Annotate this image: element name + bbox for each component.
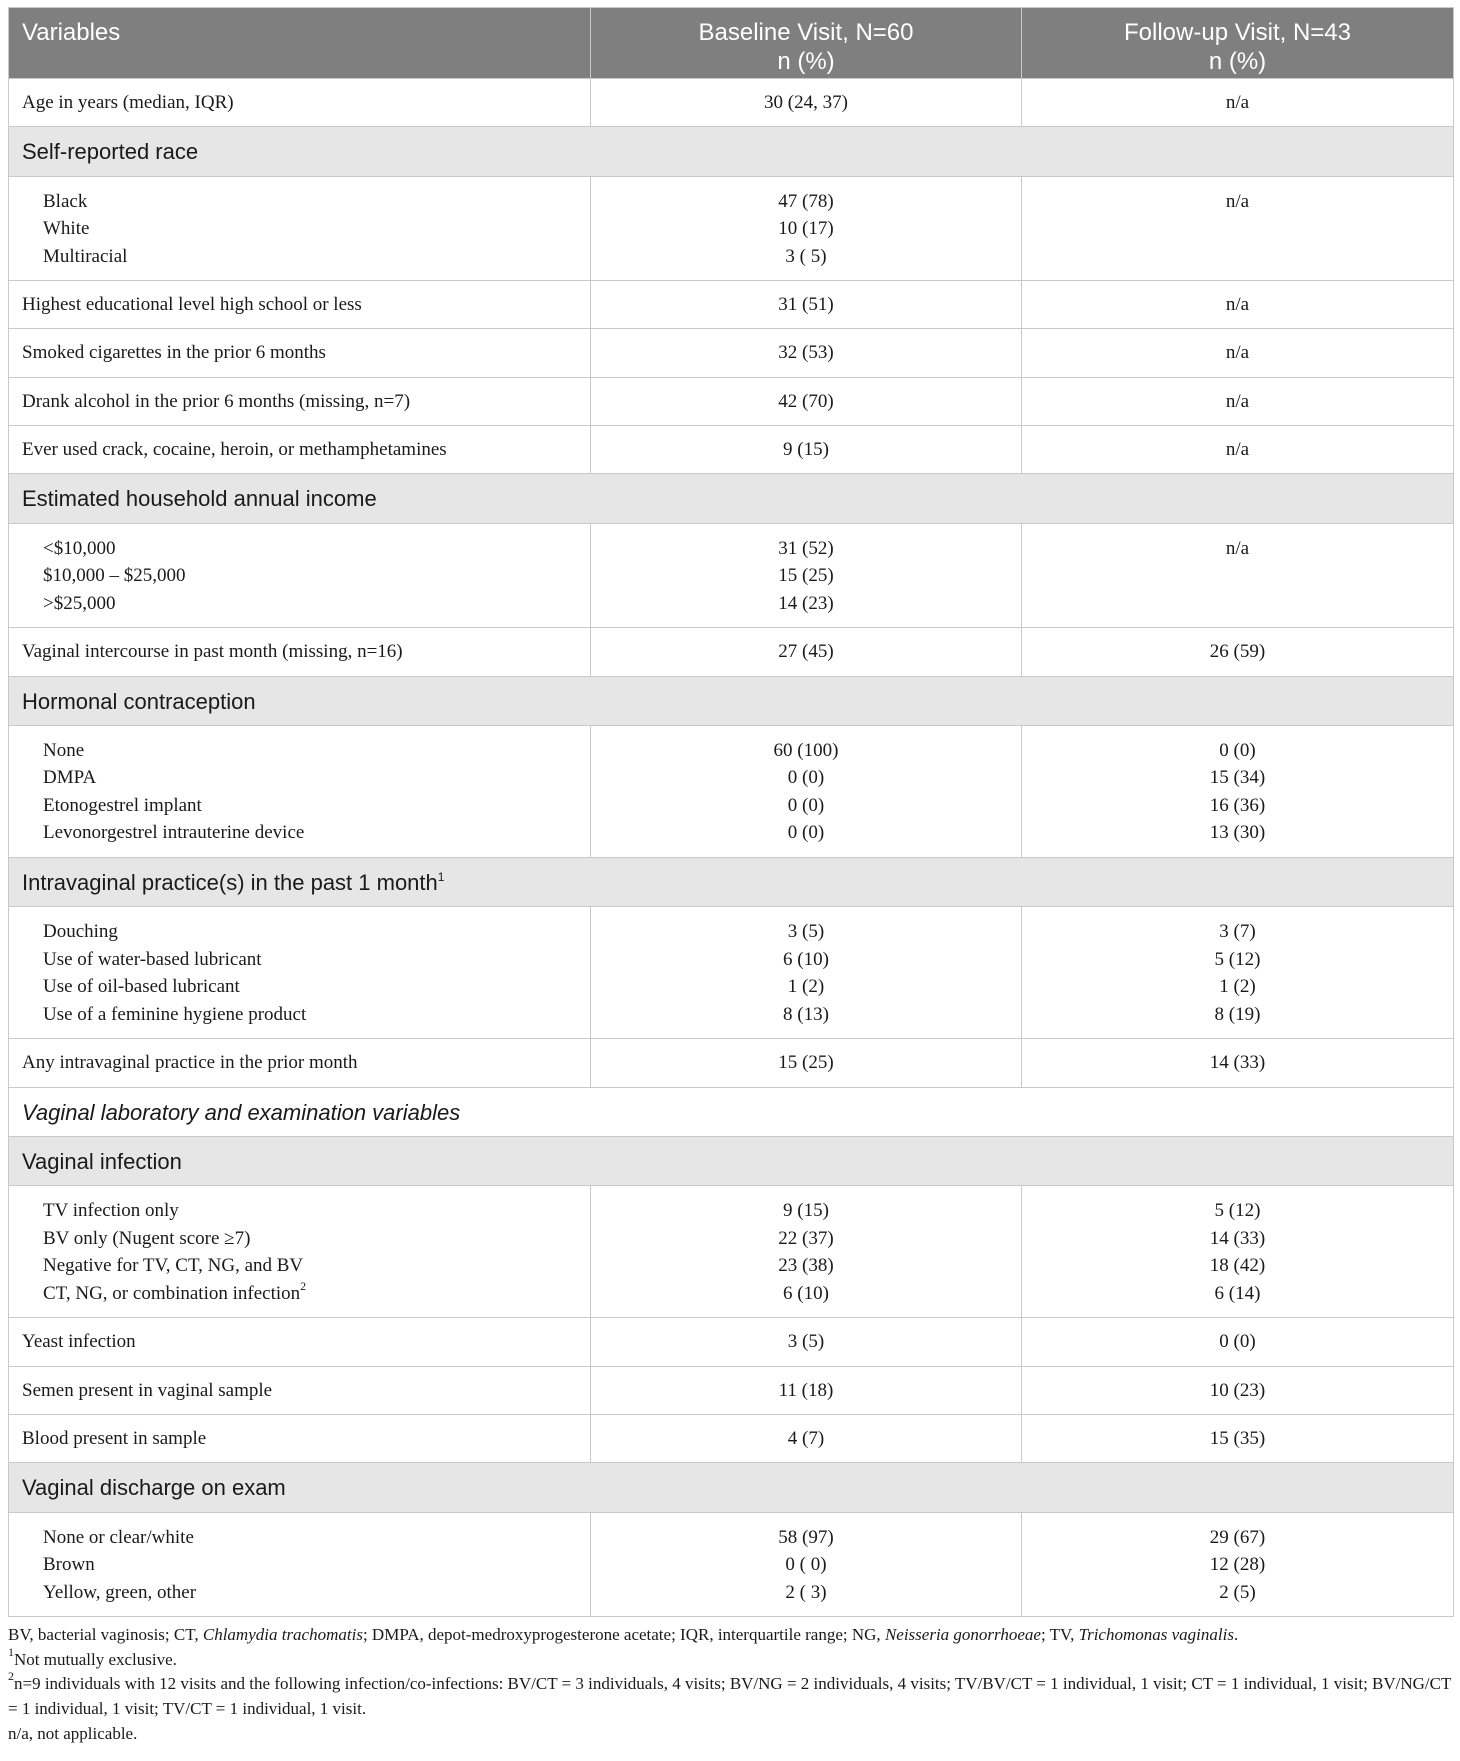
section-lab-exam <box>9 1087 1454 1136</box>
section-title: Vaginal infection <box>9 1137 1454 1186</box>
header-variables: Variables <box>9 8 591 79</box>
baseline-value: 8 (13) <box>783 1003 829 1025</box>
row-label: Ever used crack, cocaine, heroin, or methamphetamines <box>9 426 591 474</box>
row-label: Negative for TV, CT, NG, and BV <box>43 1255 304 1277</box>
baseline-value: 31 (51) <box>591 281 1022 329</box>
baseline-value: 32 (53) <box>591 329 1022 377</box>
section-title: Vaginal laboratory and examination variables <box>9 1087 1454 1136</box>
row-label: $10,000 – $25,000 <box>43 565 186 587</box>
followup-values <box>1022 725 1454 857</box>
row-label: Smoked cigarettes in the prior 6 months <box>9 329 591 377</box>
row-label: None or clear/white <box>43 1526 194 1548</box>
baseline-values <box>591 1186 1022 1318</box>
followup-value: 16 (36) <box>1209 794 1266 816</box>
followup-value: 3 (7) <box>1219 921 1256 943</box>
header-row <box>9 8 1454 79</box>
row-labels <box>9 907 591 1039</box>
section-hormonal <box>9 676 1454 725</box>
baseline-value: 11 (18) <box>591 1366 1022 1414</box>
footnote-text: Not mutually exclusive. <box>14 1649 177 1669</box>
baseline-values <box>591 1512 1022 1617</box>
followup-values <box>1022 1512 1454 1617</box>
table-row-semen <box>9 1366 1454 1414</box>
footnote-marker: 1 <box>437 869 445 884</box>
baseline-values <box>591 907 1022 1039</box>
table-row-discharge <box>9 1512 1454 1617</box>
baseline-value: 6 (10) <box>783 948 829 970</box>
section-race <box>9 127 1454 176</box>
row-label: BV only (Nugent score ≥7) <box>43 1227 251 1249</box>
followup-value: 14 (33) <box>1022 1039 1454 1087</box>
table-row-age <box>9 79 1454 127</box>
row-labels <box>9 523 591 628</box>
baseline-value: 3 (5) <box>591 1318 1022 1366</box>
row-label: None <box>43 739 85 761</box>
abbrev-italic: Neisseria gonorrhoeae <box>884 1625 1041 1645</box>
row-label: >$25,000 <box>43 592 116 614</box>
baseline-value: 15 (25) <box>591 1039 1022 1087</box>
row-label: <$10,000 <box>43 537 116 559</box>
table-row-race <box>9 176 1454 281</box>
followup-value: 0 (0) <box>1219 739 1256 761</box>
baseline-values <box>591 725 1022 857</box>
section-infection <box>9 1137 1454 1186</box>
table-row-any-intravaginal <box>9 1039 1454 1087</box>
section-income <box>9 474 1454 523</box>
row-label: Age in years (median, IQR) <box>9 79 591 127</box>
row-label: Blood present in sample <box>9 1415 591 1463</box>
baseline-value: 31 (52) <box>778 537 834 559</box>
footnote-1 <box>8 1644 1453 1673</box>
baseline-value: 3 (5) <box>787 921 825 943</box>
section-title <box>9 857 1454 906</box>
baseline-value: 15 (25) <box>778 565 834 587</box>
followup-value: n/a <box>1022 426 1454 474</box>
row-label: CT, NG, or combination infection <box>43 1282 301 1304</box>
table-row-infection <box>9 1186 1454 1318</box>
row-label: Yeast infection <box>9 1318 591 1366</box>
abbrev-text: ; DMPA, depot-medroxyprogesterone acetate; IQR, interquartile range; NG, <box>362 1625 885 1645</box>
section-title: Vaginal discharge on exam <box>9 1463 1454 1512</box>
followup-value: 14 (33) <box>1209 1227 1266 1249</box>
row-label: DMPA <box>43 767 97 789</box>
followup-value: n/a <box>1022 523 1454 628</box>
baseline-value: 14 (23) <box>778 592 834 614</box>
header-baseline <box>591 8 1022 79</box>
followup-value: 6 (14) <box>1214 1282 1261 1304</box>
baseline-value: 9 (15) <box>591 426 1022 474</box>
baseline-value: 42 (70) <box>591 377 1022 425</box>
table-row-alcohol <box>9 377 1454 425</box>
baseline-value: 60 (100) <box>773 739 839 761</box>
abbrev-italic: Chlamydia trachomatis <box>202 1625 363 1645</box>
header-baseline-line2: n (%) <box>777 48 835 75</box>
row-label: White <box>43 218 90 240</box>
followup-value: n/a <box>1022 79 1454 127</box>
row-label: Levonorgestrel intrauterine device <box>43 822 305 844</box>
table-row-hormonal <box>9 725 1454 857</box>
section-discharge <box>9 1463 1454 1512</box>
followup-value: 18 (42) <box>1209 1255 1266 1277</box>
row-label: Etonogestrel implant <box>43 794 202 816</box>
row-labels <box>9 1512 591 1617</box>
row-label: Yellow, green, other <box>43 1581 197 1603</box>
followup-value: n/a <box>1022 176 1454 281</box>
baseline-value: 23 (38) <box>778 1255 834 1277</box>
followup-value: 15 (35) <box>1022 1415 1454 1463</box>
baseline-value: 4 (7) <box>591 1415 1022 1463</box>
baseline-value: 1 (2) <box>787 976 825 998</box>
header-followup-line2: n (%) <box>1208 48 1267 75</box>
row-labels <box>9 1186 591 1318</box>
followup-values <box>1022 1186 1454 1318</box>
followup-value: 0 (0) <box>1022 1318 1454 1366</box>
footnote-text: n=9 individuals with 12 visits and the following infection/co-infections: BV/CT = 3 individuals, 4 visits; BV/NG = 2 individuals, 4 visits; TV/BV/CT = 1 individual, 1 visit; CT = 1 individual, 1 visit; BV/NG/CT = 1 individual, 1 visit; TV/CT = 1 individual, 1 visit. <box>8 1674 1452 1718</box>
table-row-intercourse <box>9 628 1454 676</box>
abbrev-italic: Trichomonas vaginalis <box>1078 1625 1234 1645</box>
baseline-value: 0 (0) <box>787 822 825 844</box>
row-label: Vaginal intercourse in past month (missing, n=16) <box>9 628 591 676</box>
followup-value: 12 (28) <box>1209 1554 1266 1576</box>
row-label: Drank alcohol in the prior 6 months (missing, n=7) <box>9 377 591 425</box>
followup-value: 5 (12) <box>1214 1200 1261 1222</box>
table-row-blood <box>9 1415 1454 1463</box>
row-label: Douching <box>43 921 118 943</box>
followup-value: 26 (59) <box>1022 628 1454 676</box>
section-title: Self-reported race <box>9 127 1454 176</box>
followup-value: 13 (30) <box>1209 822 1266 844</box>
row-label: TV infection only <box>43 1200 179 1222</box>
followup-value: n/a <box>1022 329 1454 377</box>
table-footnotes <box>8 1623 1453 1746</box>
footnote-marker: 1 <box>8 1644 14 1659</box>
baseline-value: 0 (0) <box>787 794 825 816</box>
baseline-value: 10 (17) <box>778 218 834 240</box>
baseline-value: 30 (24, 37) <box>591 79 1022 127</box>
baseline-value: 2 ( 3) <box>785 1581 827 1603</box>
table-row-smoked <box>9 329 1454 377</box>
followup-value: n/a <box>1022 377 1454 425</box>
row-labels <box>9 176 591 281</box>
section-title: Hormonal contraception <box>9 676 1454 725</box>
header-followup <box>1022 8 1454 79</box>
baseline-value: 3 ( 5) <box>785 245 827 267</box>
row-label: Highest educational level high school or less <box>9 281 591 329</box>
baseline-value: 6 (10) <box>783 1282 829 1304</box>
followup-value: 8 (19) <box>1214 1003 1261 1025</box>
table-row-income <box>9 523 1454 628</box>
header-followup-line1: Follow-up Visit, N=43 <box>1124 19 1351 46</box>
row-label: Use of oil-based lubricant <box>43 976 240 998</box>
followup-values <box>1022 907 1454 1039</box>
abbrev-text: ; TV, <box>1040 1625 1079 1645</box>
baseline-values <box>591 523 1022 628</box>
footnote-2 <box>8 1669 1453 1721</box>
row-label: Multiracial <box>43 245 128 267</box>
header-baseline-line1: Baseline Visit, N=60 <box>698 19 914 46</box>
section-intravaginal <box>9 857 1454 906</box>
followup-value: 5 (12) <box>1214 948 1261 970</box>
section-title-text: Intravaginal practice(s) in the past 1 month <box>22 869 438 895</box>
footnote-marker: 2 <box>300 1278 307 1293</box>
followup-value: 10 (23) <box>1022 1366 1454 1414</box>
section-title: Estimated household annual income <box>9 474 1454 523</box>
baseline-value: 9 (15) <box>783 1200 829 1222</box>
followup-value: 29 (67) <box>1209 1526 1266 1548</box>
row-label-with-footnote <box>22 1280 590 1308</box>
footnote-marker: 2 <box>8 1669 14 1684</box>
followup-value: 2 (5) <box>1219 1581 1256 1603</box>
abbrev-text: . <box>1233 1625 1239 1645</box>
table-container <box>8 7 1453 1746</box>
row-label: Semen present in vaginal sample <box>9 1366 591 1414</box>
abbrev-text: BV, bacterial vaginosis; CT, <box>8 1625 203 1645</box>
baseline-value: 27 (45) <box>591 628 1022 676</box>
data-table <box>8 7 1454 1617</box>
abbreviations-note <box>8 1623 1453 1648</box>
row-label: Brown <box>43 1554 95 1576</box>
row-label: Black <box>43 190 88 212</box>
table-row-intravaginal <box>9 907 1454 1039</box>
row-labels <box>9 725 591 857</box>
followup-value: 15 (34) <box>1209 767 1266 789</box>
baseline-values <box>591 176 1022 281</box>
baseline-value: 58 (97) <box>778 1526 834 1548</box>
baseline-value: 0 (0) <box>787 767 825 789</box>
followup-value: 1 (2) <box>1219 976 1256 998</box>
row-label: Any intravaginal practice in the prior month <box>9 1039 591 1087</box>
baseline-value: 22 (37) <box>778 1227 834 1249</box>
row-label: Use of a feminine hygiene product <box>43 1003 307 1025</box>
table-row-education <box>9 281 1454 329</box>
row-label: Use of water-based lubricant <box>43 948 262 970</box>
followup-value: n/a <box>1022 281 1454 329</box>
table-row-drugs <box>9 426 1454 474</box>
baseline-value: 0 ( 0) <box>785 1554 827 1576</box>
footnote-na: n/a, not applicable. <box>8 1723 138 1743</box>
table-row-yeast <box>9 1318 1454 1366</box>
baseline-value: 47 (78) <box>778 190 834 212</box>
